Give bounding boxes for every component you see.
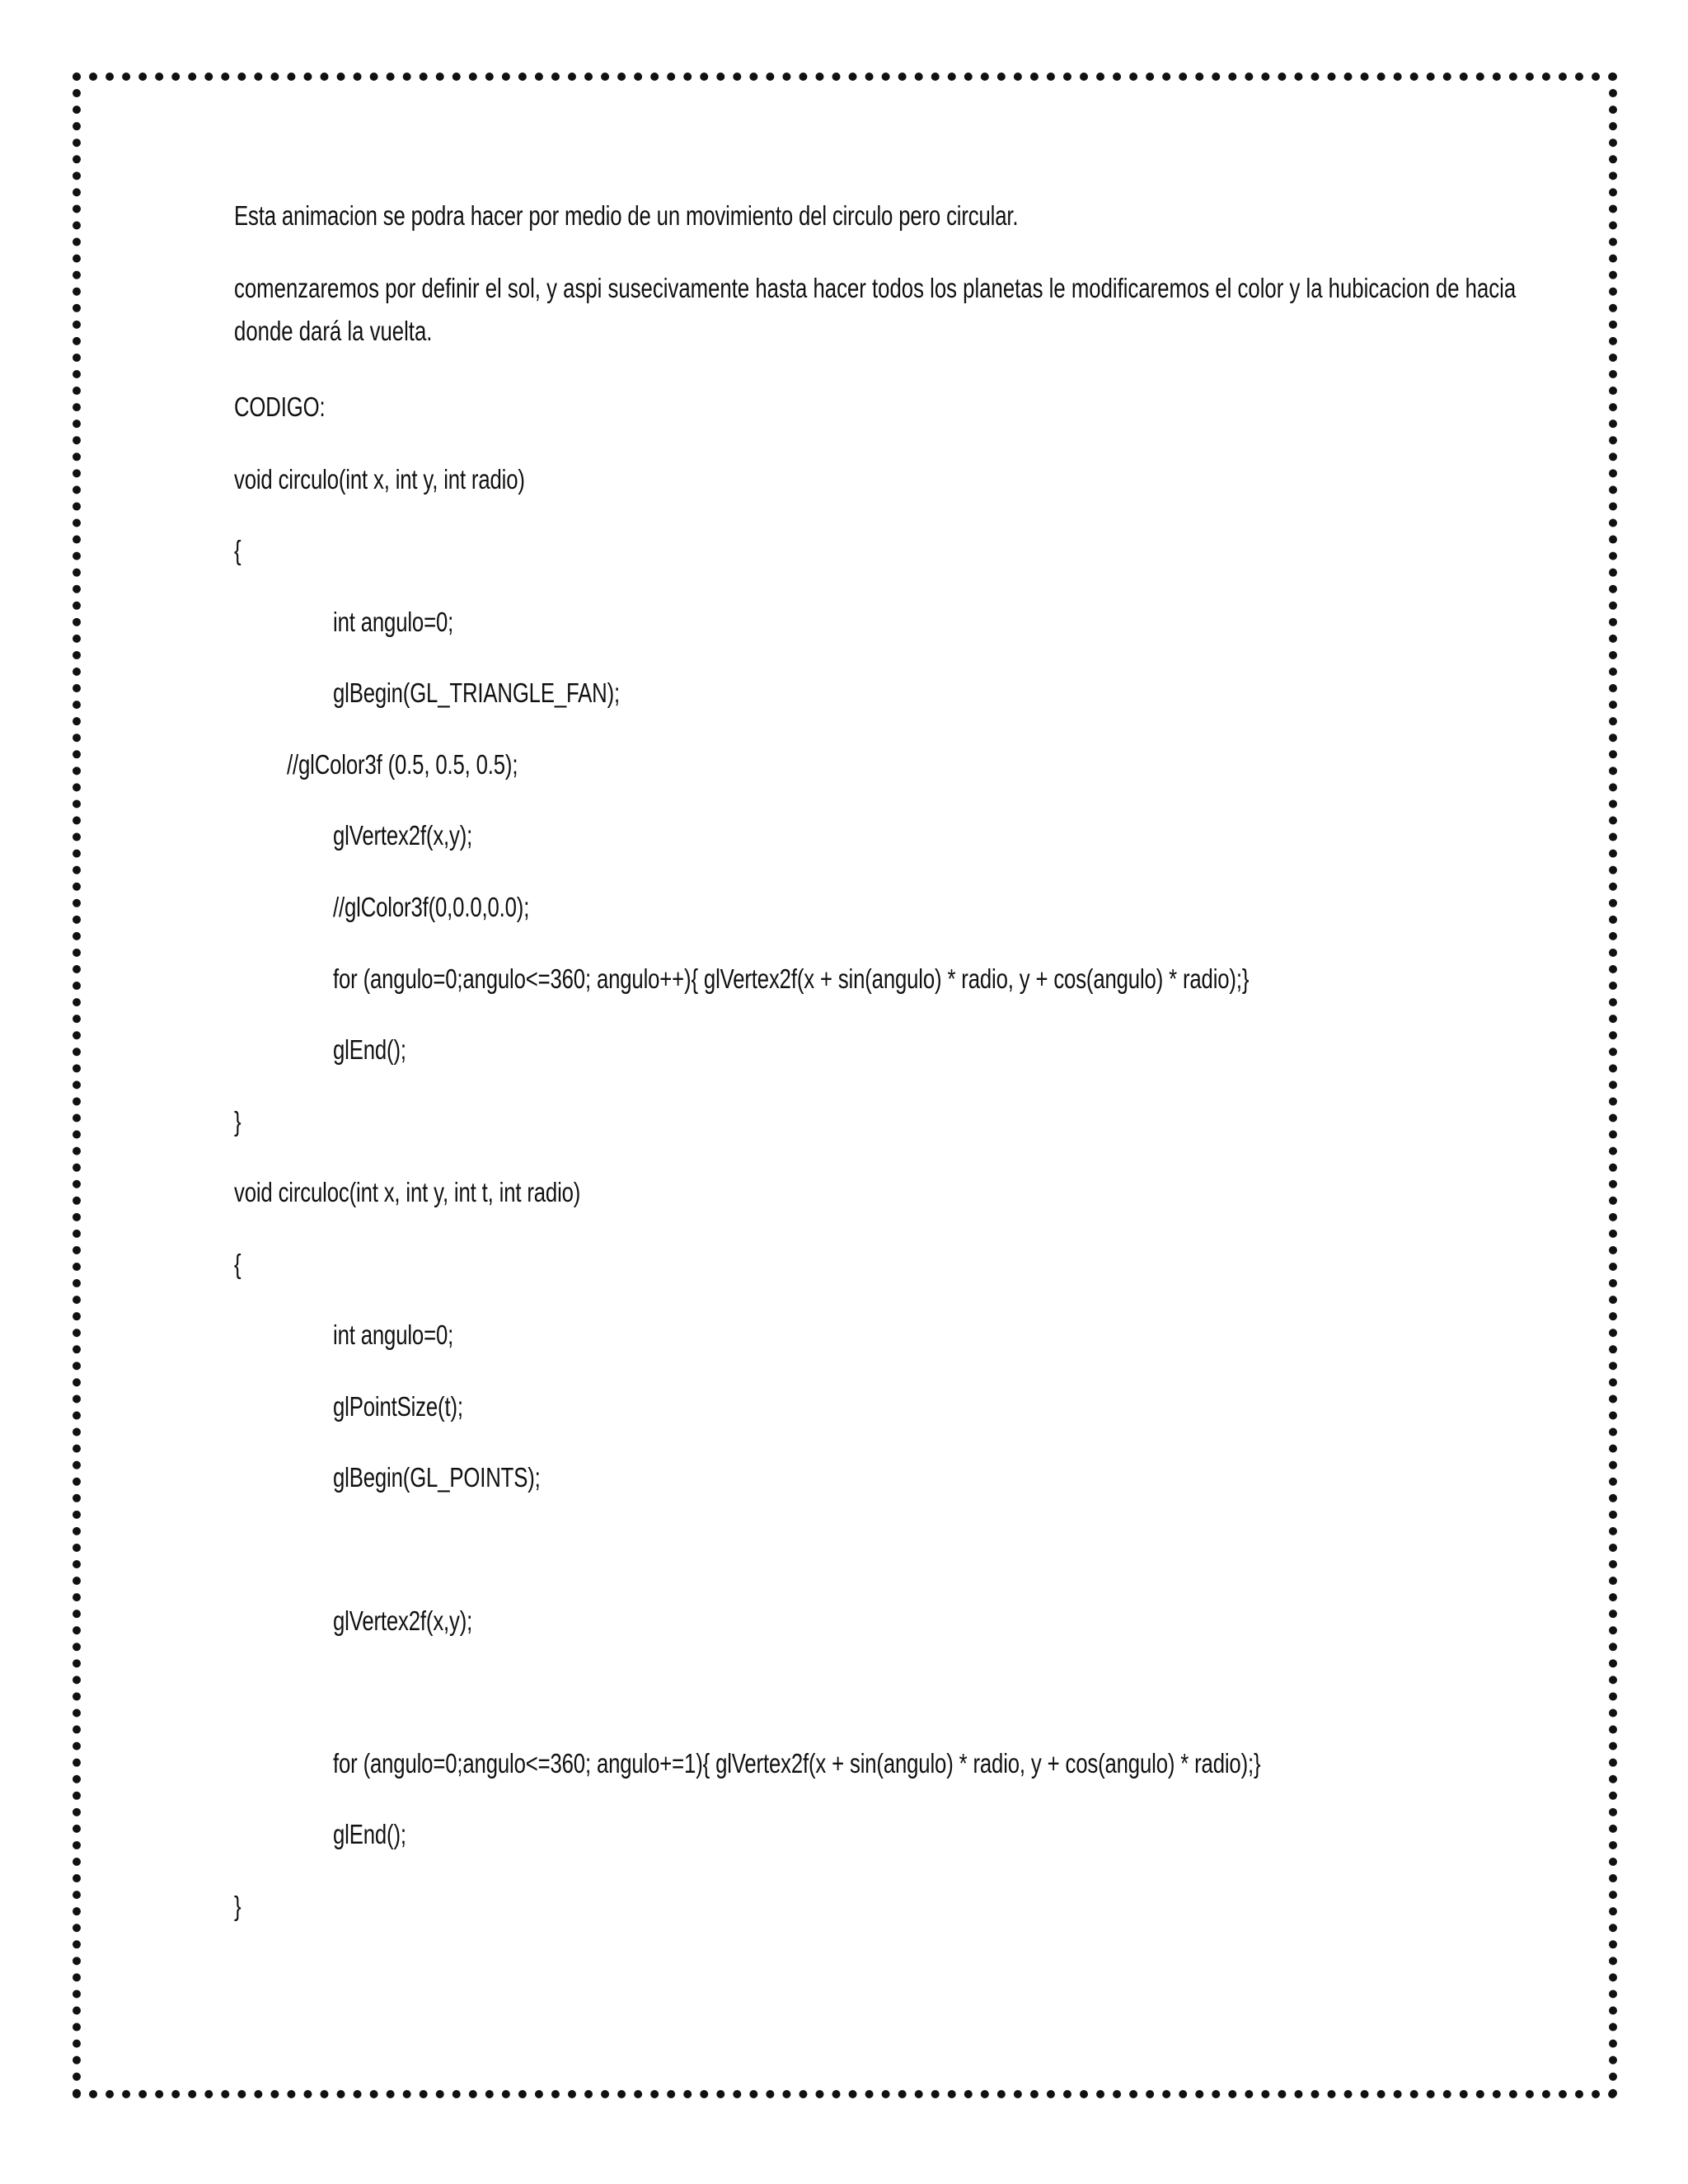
code-line: glBegin(GL_TRIANGLE_FAN); bbox=[333, 677, 621, 708]
code-line: { bbox=[234, 535, 241, 565]
code-comment-line: //glColor3f(0,0.0,0.0); bbox=[333, 892, 530, 922]
code-line: { bbox=[234, 1249, 241, 1279]
code-line: glVertex2f(x,y); bbox=[333, 820, 473, 851]
code-line: glVertex2f(x,y); bbox=[333, 1605, 473, 1636]
code-line: int angulo=0; bbox=[333, 1319, 454, 1350]
code-line: glEnd(); bbox=[333, 1034, 406, 1065]
description-paragraph: comenzaremos por definir el sol, y aspi susecivamente hasta hacer todos los planetas le modificaremos el color y la hubicacion de hacia donde dará la vuelta. bbox=[234, 273, 1517, 346]
code-line: for (angulo=0;angulo<=360; angulo++){ glVertex2f(x + sin(angulo) * radio, y + cos(angulo) * radio);} bbox=[333, 963, 1250, 994]
page-border bbox=[73, 73, 1617, 2098]
code-heading: CODIGO: bbox=[234, 391, 326, 422]
code-line: } bbox=[234, 1891, 241, 1921]
code-line: int angulo=0; bbox=[333, 607, 454, 637]
code-line: for (angulo=0;angulo<=360; angulo+=1){ glVertex2f(x + sin(angulo) * radio, y + cos(angulo) * radio);} bbox=[333, 1748, 1261, 1779]
code-comment-line: //glColor3f (0.5, 0.5, 0.5); bbox=[287, 749, 518, 780]
code-line: glPointSize(t); bbox=[333, 1391, 463, 1422]
code-line: glEnd(); bbox=[333, 1819, 406, 1849]
intro-paragraph: Esta animacion se podra hacer por medio de un movimiento del circulo pero circular. bbox=[234, 200, 1019, 231]
code-line: void circuloc(int x, int y, int t, int radio) bbox=[234, 1177, 581, 1207]
code-line: glBegin(GL_POINTS); bbox=[333, 1462, 541, 1493]
code-line: } bbox=[234, 1106, 241, 1137]
code-line: void circulo(int x, int y, int radio) bbox=[234, 464, 525, 494]
